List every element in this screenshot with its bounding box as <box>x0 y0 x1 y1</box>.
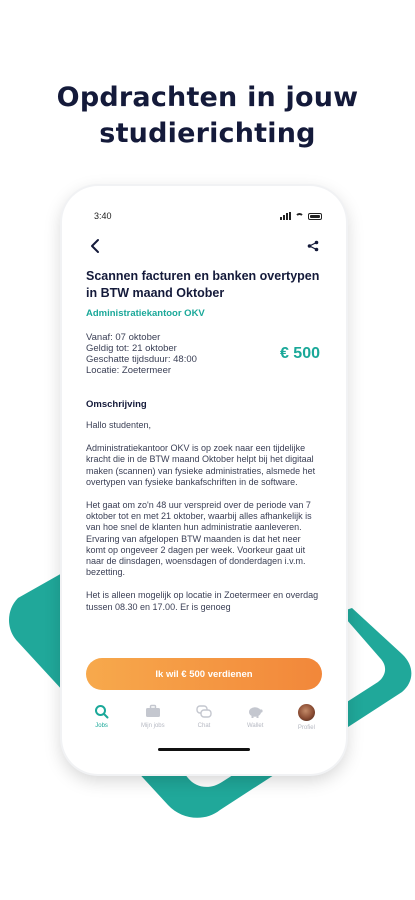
tab-jobs[interactable] <box>76 704 127 740</box>
chevron-left-icon[interactable] <box>86 237 104 255</box>
share-icon[interactable] <box>304 237 322 255</box>
phone-frame <box>62 186 346 774</box>
description-paragraph: Administratiekantoor OKV is op zoek naar een tijdelijke kracht die in de BTW maand Oktober helpt bij het digitaal maken (scannen) van fysieke administraties, alsmede het overtypen van fysieke bankafschriften in de software. <box>86 443 316 487</box>
avatar <box>298 704 315 721</box>
apply-button[interactable]: Ik wil € 500 verdienen <box>86 658 322 690</box>
description-title: Omschrijving <box>86 399 147 410</box>
tab-label: Chat <box>197 723 211 729</box>
status-bar <box>94 210 322 222</box>
wifi-icon <box>295 213 304 219</box>
briefcase-icon <box>145 704 161 719</box>
headline-line-2: studierichting <box>99 118 316 149</box>
top-navigation <box>86 236 322 256</box>
tab-label: Wallet <box>246 723 264 729</box>
detail-valid-until: Geldig tot: 21 oktober <box>86 343 177 354</box>
home-indicator <box>158 748 250 751</box>
tab-my-jobs[interactable] <box>127 704 178 740</box>
status-icons <box>280 212 322 220</box>
detail-start-date: Vanaf: 07 oktober <box>86 332 161 343</box>
tab-label: Jobs <box>95 723 108 729</box>
chat-icon <box>196 704 212 719</box>
job-details <box>86 332 197 376</box>
headline-line-1: Opdrachten in jouw <box>56 82 359 113</box>
tab-profile[interactable] <box>281 704 332 740</box>
bottom-tab-bar <box>76 704 332 740</box>
piggy-bank-icon <box>247 704 264 719</box>
page-headline <box>0 80 415 152</box>
tab-label: Mijn jobs <box>140 723 165 729</box>
detail-duration: Geschatte tijdsduur: 48:00 <box>86 354 197 365</box>
description-paragraph: Het is alleen mogelijk op locatie in Zoetermeer en overdag tussen 08.30 en 17.00. Er is genoeg <box>86 590 319 612</box>
status-time: 3:40 <box>94 211 112 221</box>
job-price: € 500 <box>279 345 320 362</box>
detail-location: Locatie: Zoetermeer <box>86 365 172 376</box>
job-title: Scannen facturen en banken overtypen in BTW maand Oktober <box>86 269 320 300</box>
tab-wallet[interactable] <box>230 704 281 740</box>
company-name[interactable]: Administratiekantoor OKV <box>86 308 205 319</box>
tab-label: Profiel <box>297 725 315 731</box>
battery-icon <box>308 213 322 220</box>
description-paragraph: Hallo studenten, <box>86 420 152 430</box>
job-detail <box>86 268 322 613</box>
search-icon <box>94 704 109 719</box>
signal-icon <box>280 212 291 220</box>
description-paragraph: Het gaat om zo'n 48 uur verspreid over de periode van 7 oktober tot en met 21 oktober, waarbij alles afhankelijk is van hoe snel de klanten hun administratie aanleveren. Ervaring van afgelopen BTW maanden is dat het neer komt op ongeveer 2 dagen per week. Voorkeur gaat uit naar de dinsdagen, woensdagen of donderdagen i.v.m. bezetting. <box>86 500 312 578</box>
job-meta-row <box>86 332 322 376</box>
tab-chat[interactable] <box>178 704 229 740</box>
